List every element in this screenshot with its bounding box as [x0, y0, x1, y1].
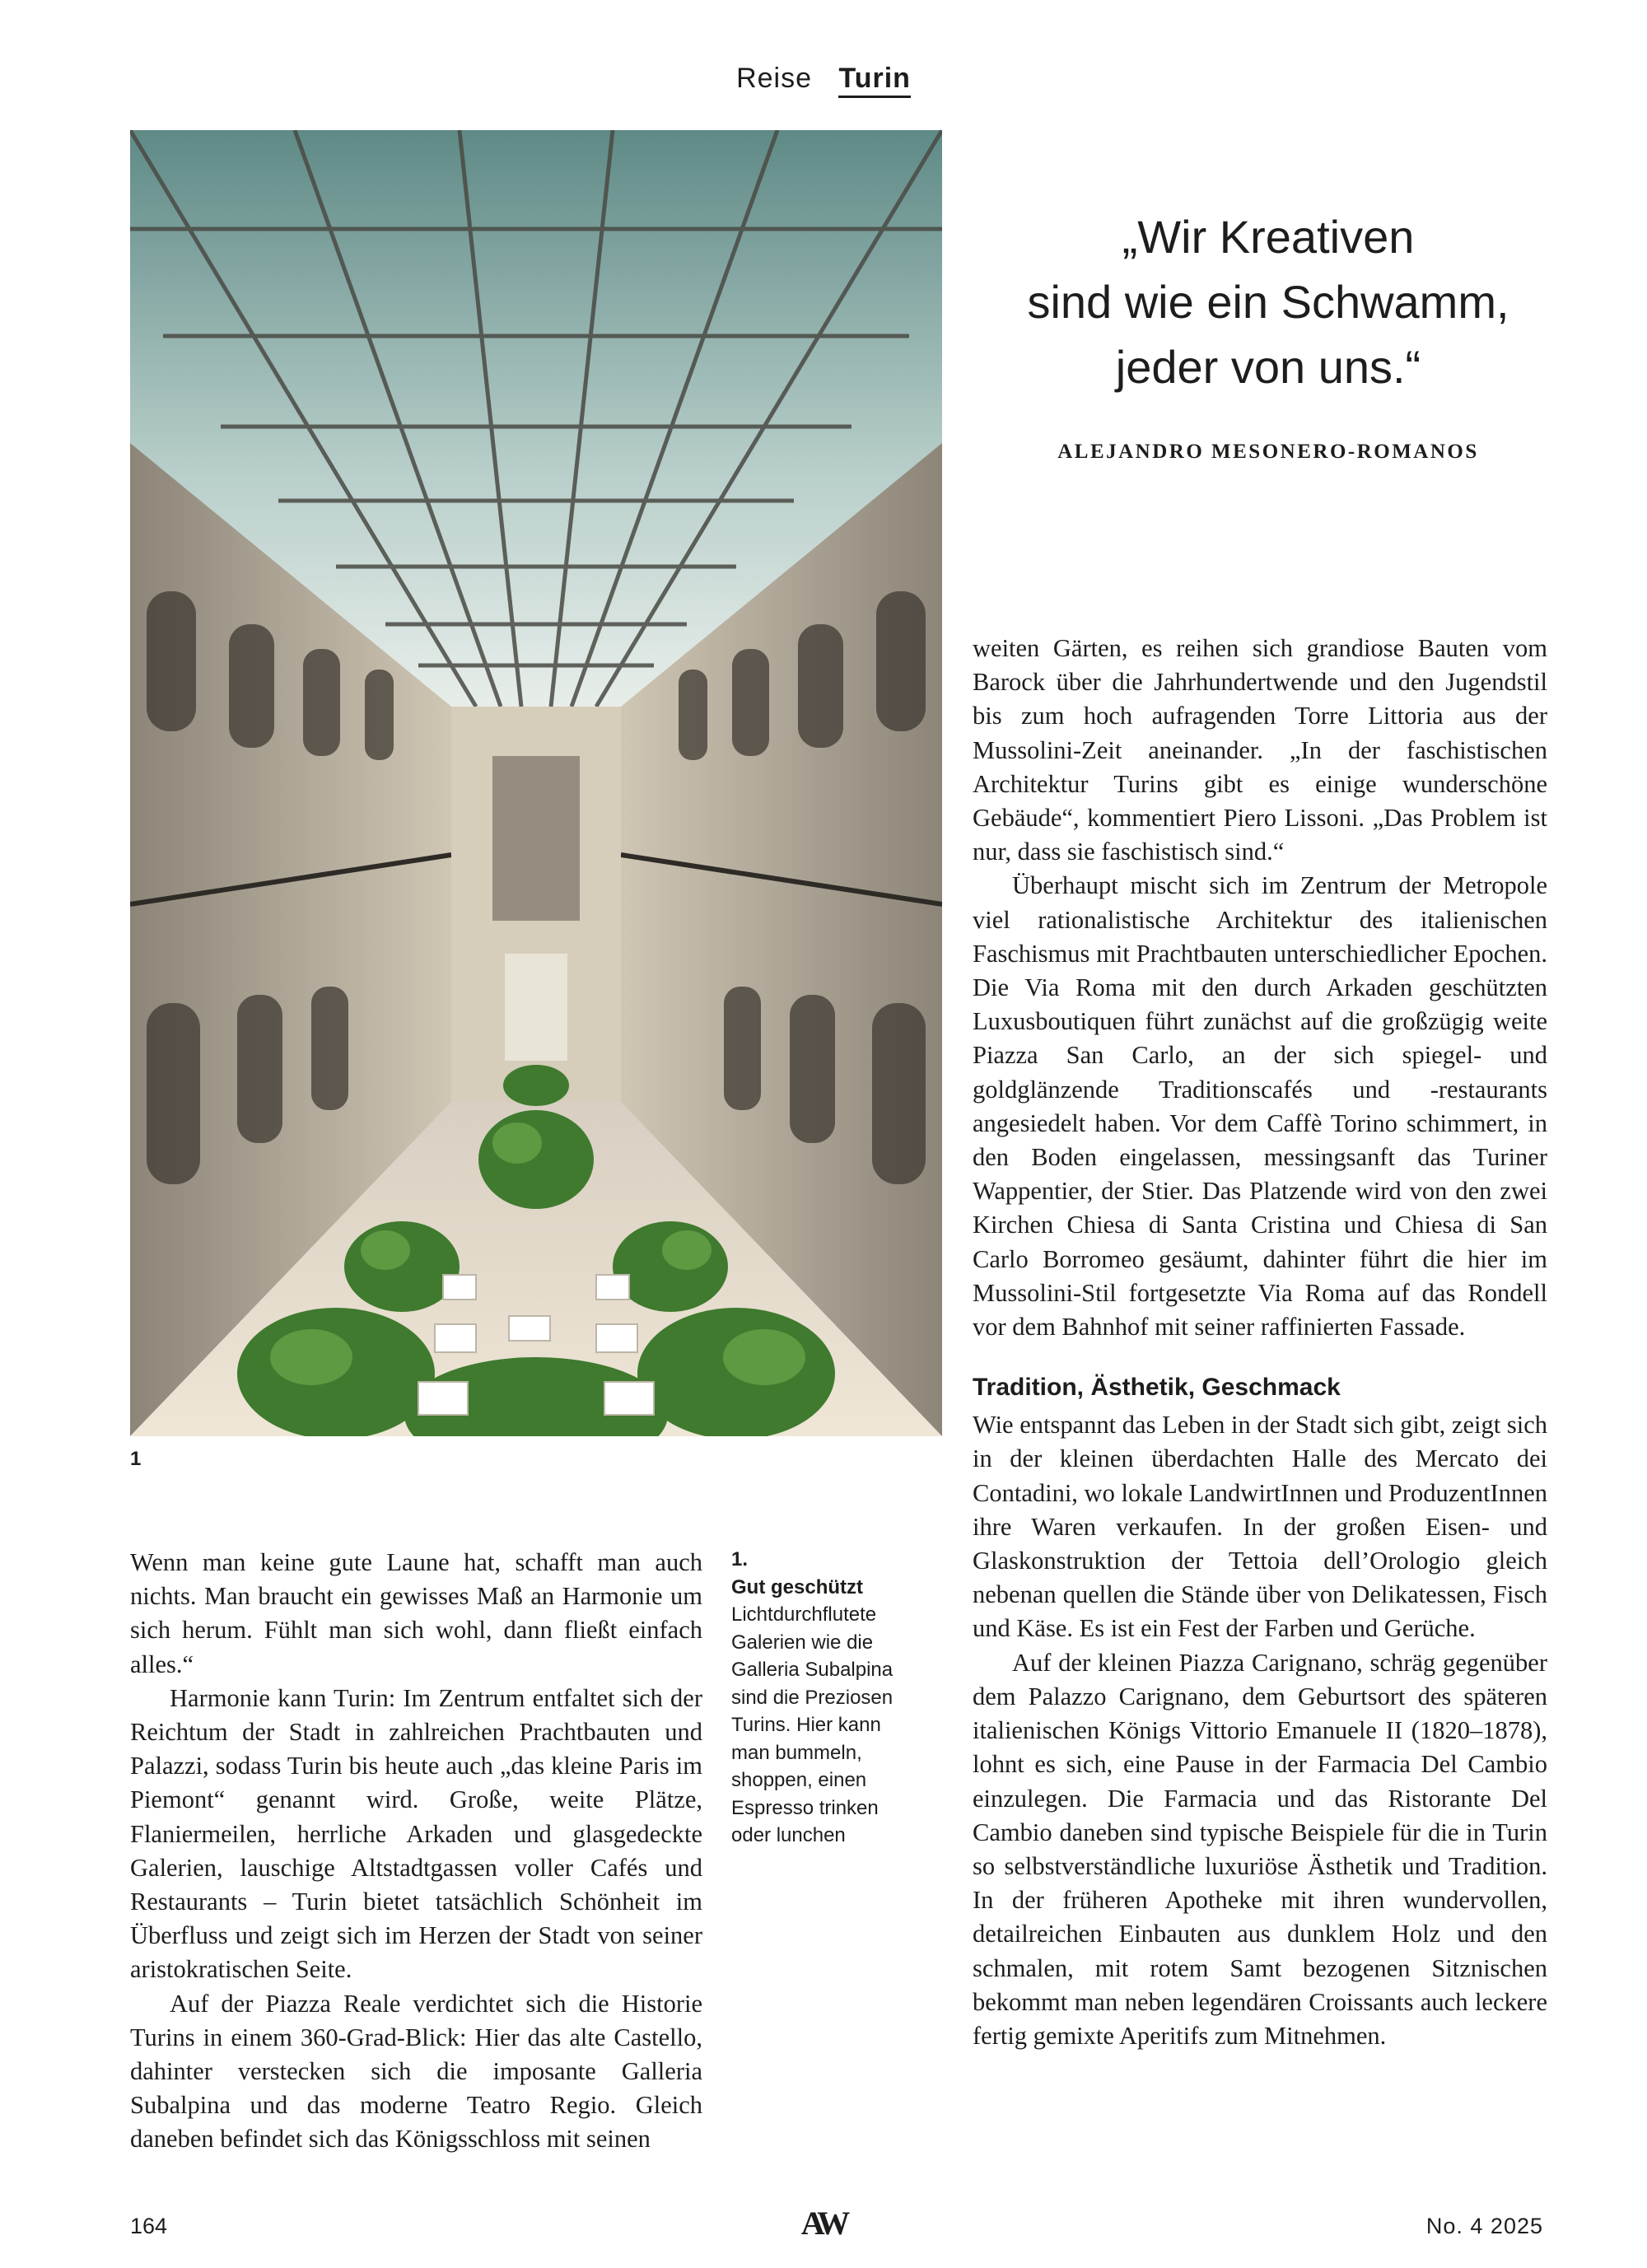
left-column — [130, 1546, 702, 2157]
running-head — [0, 63, 1647, 95]
magazine-logo: AW — [800, 2205, 847, 2242]
photo-caption — [731, 1546, 912, 1850]
body-paragraph: Harmonie kann Turin: Im Zentrum entfaltet sich der Reichtum der Stadt in zahlreichen Prachtbauten und Palazzi, sodass Turin bis heute auch „das kleine Paris im Piemont“ genannt wird. Große, weite Plätze, Flaniermeilen, herrliche Arkaden und glasgedeckte Galerien, lauschige Altstadtgassen voller Cafés und Restaurants – Turin bietet tatsächlich Schönheit im Überfluss und zeigt sich im Herzen der Stadt von seiner aristokratischen Seite. — [130, 1683, 702, 1984]
galleria-illustration — [130, 130, 942, 1436]
pull-quote-author: ALEJANDRO MESONERO-ROMANOS — [1057, 441, 1479, 463]
body-paragraph: weiten Gärten, es reihen sich grandiose Bauten vom Barock über die Jahrhundertwende und den Jugendstil bis zum hoch aufragenden Torre Littoria aus der Mussolini-Zeit aneinander. „In der faschistischen Architektur Turins gibt es einige wunderschöne Gebäude“, kommentiert Piero Lissoni. „Das Problem ist nur, dass sie faschistisch sind.“ — [973, 634, 1547, 866]
pull-quote-line: sind wie ein Schwamm, — [1027, 276, 1509, 328]
page-number: 164 — [130, 2214, 168, 2238]
caption-title: Gut geschützt — [731, 1575, 863, 1598]
body-paragraph: Überhaupt mischt sich im Zentrum der Metropole viel rationalistische Architektur des italienischen Faschismus mit Prachtbauten unterschiedlicher Epochen. Die Via Roma mit den durch Arkaden geschützten Luxusboutiquen führt zunächst auf die großzügig weite Piazza San Carlo, an der sich spiegel- und goldglänzende Traditionscafés und -restaurants angesiedelt haben. Vor dem Caffè Torino schimmert, in den Boden eingelassen, messingsanft das Turiner Wappentier, der Stier. Das Platzende wird von den zwei Kirchen Chiesa di Santa Cristina und Chiesa di San Carlo Borromeo gesäumt, dahinter führt die hier im Mussolini-Stil fortgesetzte Via Roma auf das Rondell vor dem Bahnhof mit seiner raffinierten Fassade. — [973, 871, 1547, 1342]
pull-quote-line: jeder von uns.“ — [1115, 341, 1421, 393]
pull-quote — [955, 204, 1581, 399]
body-paragraph: Wie entspannt das Leben in der Stadt sich gibt, zeigt sich in der kleinen überdachten Halle des Mercato dei Contadini, wo lokale LandwirtInnen und ProduzentInnen ihre Waren verkaufen. In der großen Eisen- und Glaskonstruktion der Tettoia dell’Orologio gleich nebenan quellen die Stände über von Delikatessen, Fisch und Käse. Es ist ein Fest der Farben und Gerüche. — [973, 1411, 1547, 1643]
figure-number: 1 — [130, 1448, 142, 1470]
body-paragraph: Auf der kleinen Piazza Carignano, schräg gegenüber dem Palazzo Carignano, dem Geburtsort des späteren italienischen Königs Vittorio Emanuele II (1820–1878), lohnt es sich, eine Pause in der Farmacia Del Cambio einzulegen. Die Farmacia und das Ristorante Del Cambio daneben sind typische Beispiele für die in Turin so selbstverständliche luxuriöse Ästhetik und Tradition. In der früheren Apotheke mit ihren wundervollen, detailreichen Einbauten aus dunklem Holz und den schmalen, mit rotem Samt bezogenen Sitznischen bekommt man neben legendären Croissants auch leckere fertig gemixte Aperitifs zum Mitnehmen. — [973, 1648, 1547, 2050]
section-subheading: Tradition, Ästhetik, Geschmack — [973, 1374, 1341, 1402]
pull-quote-line: „Wir Kreativen — [1122, 211, 1415, 263]
caption-number: 1. — [731, 1548, 749, 1570]
galleria-photo — [130, 130, 942, 1436]
issue-info: No. 4 2025 — [1425, 2214, 1543, 2238]
running-head-topic: Turin — [838, 63, 910, 98]
right-column — [973, 632, 1547, 2053]
caption-text: Lichtdurchflutete Galerien wie die Galleria Subalpina sind die Preziosen Turins. Hier kann man bummeln, shoppen, einen Espresso trinken oder lunchen — [731, 1603, 893, 1846]
running-head-section: Reise — [736, 63, 812, 94]
body-paragraph: Wenn man keine gute Laune hat, schafft man auch nichts. Man braucht ein gewisses Maß an Harmonie um sich herum. Fühlt man sich wohl, dann fließt einfach alles.“ — [130, 1548, 702, 1678]
body-paragraph: Auf der Piazza Reale verdichtet sich die Historie Turins in einem 360-Grad-Blick: Hier das alte Castello, dahinter verstecken sich die imposante Galleria Subalpina und das moderne Teatro Regio. Gleich daneben befindet sich das Königsschloss mit seinen — [130, 1989, 702, 2154]
